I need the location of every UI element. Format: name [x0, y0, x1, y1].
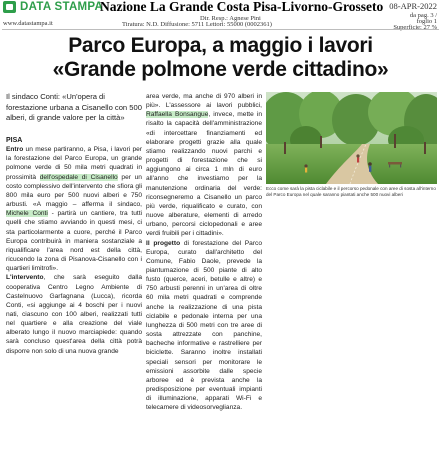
highlighted-term: Raffaella Bonsangue	[146, 111, 209, 119]
dateline: PISA	[6, 137, 23, 144]
paragraph-2	[6, 273, 142, 355]
folio: foglio 1	[416, 18, 437, 25]
lead-word: Il progetto	[146, 239, 181, 247]
park-rendering-image	[266, 92, 437, 184]
page-header	[0, 0, 441, 31]
article-column-1	[6, 136, 142, 356]
text-span: , invece, mette in risalto la capacità dell'amministrazione «di intercettare finanziamenti ed elaborare progetti grazie alla quale stiamo realizzando nuovi parchi e progetti di forestazione che si aggiungono ai circa 1 mln di euro all'anno che investiamo per la manutenzione ordinaria del verde: riconsegneremo a Cisanello un parco più verde, riqualificato e curato, con nuove alberature, elementi di arredo urbano, percorsi ciclopedonali e aree verdi fruibili per i cittadini».	[146, 111, 263, 238]
lead-word: Entro	[6, 146, 24, 154]
article-subtitle: Il sindaco Conti: «Un'opera di forestazione urbana a Cisanello con 500 alberi, di grande valore per la città»	[6, 92, 142, 123]
text-span: , che sarà eseguito dalla cooperativa Centro Legno Ambiente di Castelnuovo Garfagnana (Lucca), ricorda Conti, «si aggiunge ai 4 boschi per i nuovi nati, ciascuno con 100 alberi, realizzati tutti nel quartiere e alla creazione del viale alberato lungo il nuovo marciapiede: quando sarà concluso quest'area della città potrà disporre non solo di una nuova grande	[6, 274, 142, 355]
paragraph-4	[146, 239, 262, 413]
headline-line-2: «Grande polmone verde cittadino»	[52, 58, 389, 81]
text-span: di forestazione del Parco Europa, curato dall'architetto del Comune, Fabio Daole, prevede la piantumazione di 500 piante di alto fusto (querce, aceri, betulle e altre) e 750 arbusti perenni in un'area di oltre 60 mila metri quadrati e comprende anche la realizzazione di una pista ciclabile e pedonale interna per una lunghezza di 500 metri con tre aree di sosta attrezzate con panchine, bacheche informative e rastrelliere per biciclette. Saranno inoltre installati speciali sensori per monitorare le emissioni assorbite dalle specie arboree ed è prevista anche la predisposizione per eventuali impianti di illuminazione, apparati Wi-Fi e telecamere di videosorveglianza.	[146, 239, 263, 412]
highlighted-term: Michele Conti	[6, 210, 48, 218]
circulation: Tiratura: N.D. Diffusione: 5711 Lettori: 55000 (0002361)	[122, 21, 272, 28]
paragraph-3	[146, 92, 262, 239]
article-column-2	[146, 92, 262, 412]
surface-percentage: Superficie: 27 %	[393, 24, 437, 31]
page-reference: da pag. 3 /	[409, 12, 437, 19]
logo-text: DATA STAMPA	[20, 1, 104, 13]
header-divider	[2, 29, 439, 30]
datastampa-logo	[3, 1, 103, 13]
logo-mark-icon	[3, 1, 16, 13]
text-span: - partirà un cantiere, tra tutti quelli che stiamo avviando in questi mesi, ci sta particolarmente a cuore, perché il Parco Europa contribuirà in maniera sostanziale a riqualificare l'area nord est della città, ricucendo la zona di Pisanova-Cisanello con i quartieri limitrofi».	[6, 210, 142, 273]
highlighted-term: dell'ospedale di Cisanello	[39, 173, 118, 181]
paragraph-1	[6, 145, 142, 273]
photo-caption: Ecco come sarà la pista ciclabile e il percorso pedonale con aree di sosta all'interno del Parco Europa nel quale saranno piantati anche 500 nuovi alberi	[266, 186, 436, 197]
director: Dir. Resp.: Agnese Pini	[200, 15, 261, 22]
text-span: area verde, ma anche di 970 alberi in più». L'assessore ai lavori pubblici,	[146, 93, 262, 110]
article-headline	[0, 34, 441, 82]
text-span: per un costo complessivo dell'intervento che sfiora gli 800 mila euro per 500 nuovi alberi e 750 arbusti. «A maggio – afferma il sindaco,	[6, 173, 142, 209]
website-link[interactable]: www.datastampa.it	[3, 20, 53, 27]
publication-date: 08-APR-2022	[389, 1, 437, 11]
park-rendering-photo	[266, 92, 437, 184]
text-span: un mese partiranno, a Pisa, i lavori per la forestazione del Parco Europa, un grande polmone verde di 50 mila metri quadrati in prossimità	[6, 146, 142, 181]
lead-word: L'intervento	[6, 274, 44, 282]
headline-line-1: Parco Europa, a maggio i lavori	[68, 34, 373, 57]
publication-title: Nazione La Grande Costa Pisa-Livorno-Grosseto	[100, 0, 384, 14]
